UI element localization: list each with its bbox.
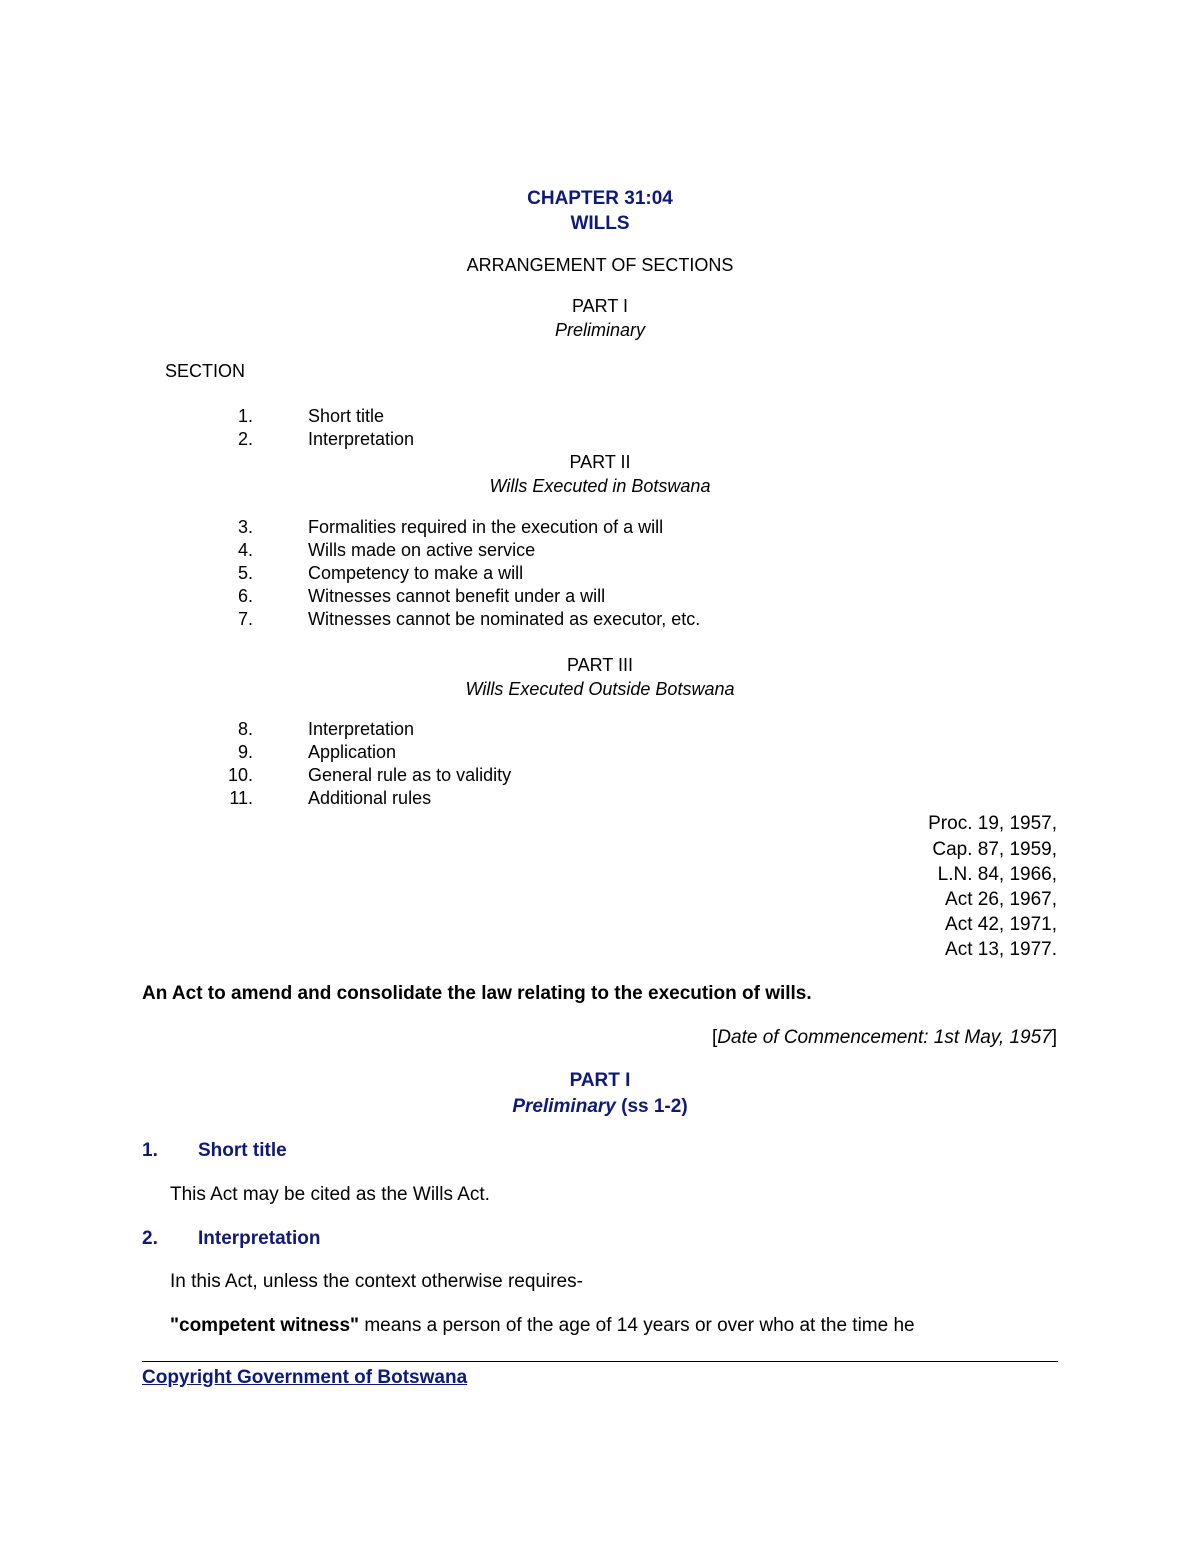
toc-entry-number: 5. [237, 563, 253, 583]
toc-part-2: PART II [569, 452, 631, 472]
body-part-heading: PART I [569, 1070, 631, 1091]
citation: Act 26, 1967, [945, 889, 1057, 910]
toc-entry-number: 4. [237, 540, 253, 560]
toc-entry-title: Competency to make a will [308, 563, 524, 583]
toc-part-3: PART III [566, 655, 634, 675]
section-number: 1. [142, 1140, 158, 1161]
toc-entry-title: Interpretation [308, 429, 415, 449]
citation: Proc. 19, 1957, [928, 813, 1057, 834]
arrangement-heading: ARRANGEMENT OF SECTIONS [466, 255, 734, 275]
toc-entry-title: Witnesses cannot benefit under a will [308, 586, 606, 606]
toc-entry-title: Interpretation [308, 719, 415, 739]
section-label: SECTION [165, 361, 246, 381]
section-text: In this Act, unless the context otherwise requires- [170, 1271, 583, 1292]
body-part-subtitle: Preliminary (ss 1-2) [512, 1096, 688, 1117]
toc-entry-number: 11. [229, 788, 253, 808]
toc-entry-number: 1. [237, 406, 253, 426]
toc-entry-title: Short title [308, 406, 385, 426]
section-heading: Short title [198, 1140, 287, 1161]
citation: L.N. 84, 1966, [937, 864, 1057, 885]
toc-entry-number: 7. [237, 609, 253, 629]
section-heading: Interpretation [198, 1228, 321, 1249]
toc-entry-title: General rule as to validity [308, 765, 512, 785]
long-title: An Act to amend and consolidate the law relating to the execution of wills. [142, 983, 812, 1004]
definition: "competent witness" means a person of the age of 14 years or over who at the time he [170, 1315, 915, 1336]
citation: Cap. 87, 1959, [932, 839, 1057, 860]
chapter-number: CHAPTER 31:04 [527, 188, 673, 209]
toc-entry-title: Witnesses cannot be nominated as executor, etc. [308, 609, 701, 629]
toc-entry-number: 10. [227, 765, 253, 785]
toc-entry-number: 3. [237, 517, 253, 537]
citation: Act 13, 1977. [945, 939, 1057, 960]
toc-entry-number: 2. [237, 429, 253, 449]
copyright-link[interactable]: Copyright Government of Botswana [142, 1367, 468, 1388]
toc-part-1: PART I [571, 296, 629, 316]
toc-entry-title: Additional rules [308, 788, 432, 808]
commencement-date: [Date of Commencement: 1st May, 1957] [712, 1027, 1057, 1048]
act-title: WILLS [570, 213, 630, 234]
toc-entry-number: 9. [237, 742, 253, 762]
toc-entry-title: Application [308, 742, 397, 762]
toc-part-2-subtitle: Wills Executed in Botswana [489, 476, 711, 496]
section-number: 2. [142, 1228, 158, 1249]
footer-rule [142, 1361, 1058, 1362]
toc-entry-number: 8. [237, 719, 253, 739]
section-text: This Act may be cited as the Wills Act. [170, 1184, 490, 1205]
toc-entry-title: Wills made on active service [308, 540, 536, 560]
toc-entry-number: 6. [237, 586, 253, 606]
toc-entry-title: Formalities required in the execution of a will [308, 517, 664, 537]
toc-part-3-subtitle: Wills Executed Outside Botswana [465, 679, 735, 699]
toc-part-1-subtitle: Preliminary [554, 320, 646, 340]
citation: Act 42, 1971, [945, 914, 1057, 935]
